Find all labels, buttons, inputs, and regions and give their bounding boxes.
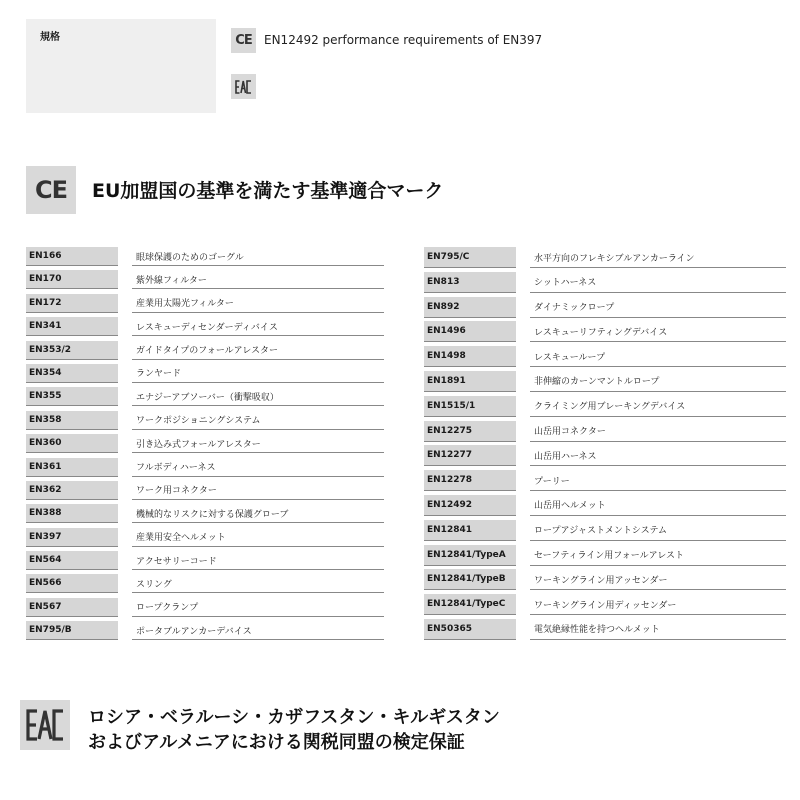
standard-row	[424, 493, 786, 518]
standard-code: EN358	[26, 411, 118, 430]
standard-row	[26, 385, 384, 408]
standard-row	[26, 362, 384, 385]
standard-description: 機械的なリスクに対する保護グローブ	[132, 504, 384, 523]
standard-row	[424, 295, 786, 320]
standard-description: レスキューリフティングデバイス	[530, 321, 786, 342]
standard-row	[424, 518, 786, 543]
standard-code: EN172	[26, 294, 118, 313]
standard-code: EN1498	[424, 346, 516, 367]
standard-description: エナジーアブソーバー（衝撃吸収）	[132, 387, 384, 406]
standard-code: EN50365	[424, 619, 516, 640]
standard-row	[424, 319, 786, 344]
standard-row	[26, 432, 384, 455]
standard-code: EN12277	[424, 445, 516, 466]
standard-description: レスキューディセンダーディバイス	[132, 317, 384, 336]
standard-description: ワーク用コネクター	[132, 481, 384, 500]
standard-code: EN564	[26, 551, 118, 570]
standard-description: フルボディハーネス	[132, 458, 384, 477]
eac-logo-large	[20, 700, 70, 750]
standard-description: クライミング用ブレーキングデバイス	[530, 396, 786, 417]
eac-section-heading	[88, 705, 500, 755]
eac-heading-line2: およびアルメニアにおける関税同盟の検定保証	[88, 732, 465, 753]
standard-row	[26, 596, 384, 619]
standard-row	[26, 619, 384, 642]
standard-row	[26, 502, 384, 525]
standard-description: 産業用太陽光フィルター	[132, 294, 384, 313]
standard-row	[424, 419, 786, 444]
standard-code: EN1496	[424, 321, 516, 342]
standard-code: EN813	[424, 272, 516, 293]
standard-code: EN12841	[424, 520, 516, 541]
ce-mark-text: CE	[235, 33, 252, 48]
standard-code: EN12841/TypeB	[424, 569, 516, 590]
standard-row	[424, 369, 786, 394]
standard-row	[424, 270, 786, 295]
standard-code: EN355	[26, 387, 118, 406]
standard-description: ポータブルアンカーデバイス	[132, 621, 384, 640]
standard-row	[26, 339, 384, 362]
standard-code: EN361	[26, 458, 118, 477]
standard-description: 産業用安全ヘルメット	[132, 528, 384, 547]
standard-code: EN170	[26, 270, 118, 289]
ce-mark-large-text: CE	[34, 176, 67, 204]
standard-description: ワーキングライン用ディッセンダー	[530, 594, 786, 615]
standard-code: EN388	[26, 504, 118, 523]
standard-description: セーフティライン用フォールアレスト	[530, 545, 786, 566]
standard-description: ロープクランプ	[132, 598, 384, 617]
standard-row	[26, 409, 384, 432]
standard-row	[424, 592, 786, 617]
standard-code: EN341	[26, 317, 118, 336]
standard-row	[26, 549, 384, 572]
standard-code: EN12841/TypeC	[424, 594, 516, 615]
standard-row	[424, 617, 786, 642]
eac-logo-small	[235, 80, 252, 94]
eac-heading-line1: ロシア・ベラルーシ・カザフスタン・キルギスタン	[88, 707, 500, 728]
standard-description: 電気絶縁性能を持つヘルメット	[530, 619, 786, 640]
standard-row	[26, 292, 384, 315]
standard-description: 引き込み式フォールアレスター	[132, 434, 384, 453]
ce-spec-text: EN12492 performance requirements of EN397	[264, 33, 543, 47]
standard-row	[26, 572, 384, 595]
standard-description: シットハーネス	[530, 272, 786, 293]
standard-code: EN12841/TypeA	[424, 545, 516, 566]
eac-mark-icon	[231, 74, 256, 99]
ce-mark-large-icon	[26, 166, 76, 214]
standard-description: 山岳用コネクター	[530, 421, 786, 442]
standard-description: 水平方向のフレキシブルアンカーライン	[530, 247, 786, 268]
standard-row	[424, 543, 786, 568]
standard-row	[424, 344, 786, 369]
standard-description: 山岳用ハーネス	[530, 445, 786, 466]
standard-code: EN12275	[424, 421, 516, 442]
standard-code: EN567	[26, 598, 118, 617]
standard-description: ダイナミックロープ	[530, 297, 786, 318]
standard-code: EN360	[26, 434, 118, 453]
standard-code: EN795/C	[424, 247, 516, 268]
standard-code: EN397	[26, 528, 118, 547]
standard-code: EN354	[26, 364, 118, 383]
standard-row	[26, 245, 384, 268]
standard-description: スリング	[132, 574, 384, 593]
standards-list-left	[26, 245, 384, 643]
standard-code: EN1891	[424, 371, 516, 392]
standard-row	[424, 468, 786, 493]
standard-row	[424, 245, 786, 270]
standard-row	[26, 315, 384, 338]
standard-description: ガイドタイプのフォールアレスター	[132, 341, 384, 360]
spec-label: 規格	[40, 32, 60, 43]
ce-mark-icon	[231, 28, 256, 53]
standard-row	[26, 479, 384, 502]
standard-description: 眼球保護のためのゴーグル	[132, 247, 384, 266]
standard-row	[424, 567, 786, 592]
standard-row	[26, 526, 384, 549]
standard-code: EN12278	[424, 470, 516, 491]
standard-description: 山岳用ヘルメット	[530, 495, 786, 516]
standard-description: ロープアジャストメントシステム	[530, 520, 786, 541]
standard-description: ワークポジショニングシステム	[132, 411, 384, 430]
standard-description: ワーキングライン用アッセンダー	[530, 569, 786, 590]
standard-description: 非伸縮のカーンマントルロープ	[530, 371, 786, 392]
standard-row	[424, 394, 786, 419]
standard-code: EN795/B	[26, 621, 118, 640]
standard-row	[424, 443, 786, 468]
standard-code: EN166	[26, 247, 118, 266]
standard-code: EN12492	[424, 495, 516, 516]
standard-row	[26, 268, 384, 291]
standard-code: EN566	[26, 574, 118, 593]
standard-description: プーリー	[530, 470, 786, 491]
standard-row	[26, 456, 384, 479]
ce-section-heading: EU加盟国の基準を満たす基準適合マーク	[92, 180, 444, 202]
eac-mark-large-icon	[20, 700, 70, 750]
standard-description: 紫外線フィルター	[132, 270, 384, 289]
standard-description: ランヤード	[132, 364, 384, 383]
standards-list-right	[424, 245, 786, 642]
standard-code: EN353/2	[26, 341, 118, 360]
standard-description: アクセサリーコード	[132, 551, 384, 570]
standard-code: EN892	[424, 297, 516, 318]
standard-code: EN1515/1	[424, 396, 516, 417]
spec-box	[26, 19, 216, 113]
standard-code: EN362	[26, 481, 118, 500]
standard-description: レスキューループ	[530, 346, 786, 367]
